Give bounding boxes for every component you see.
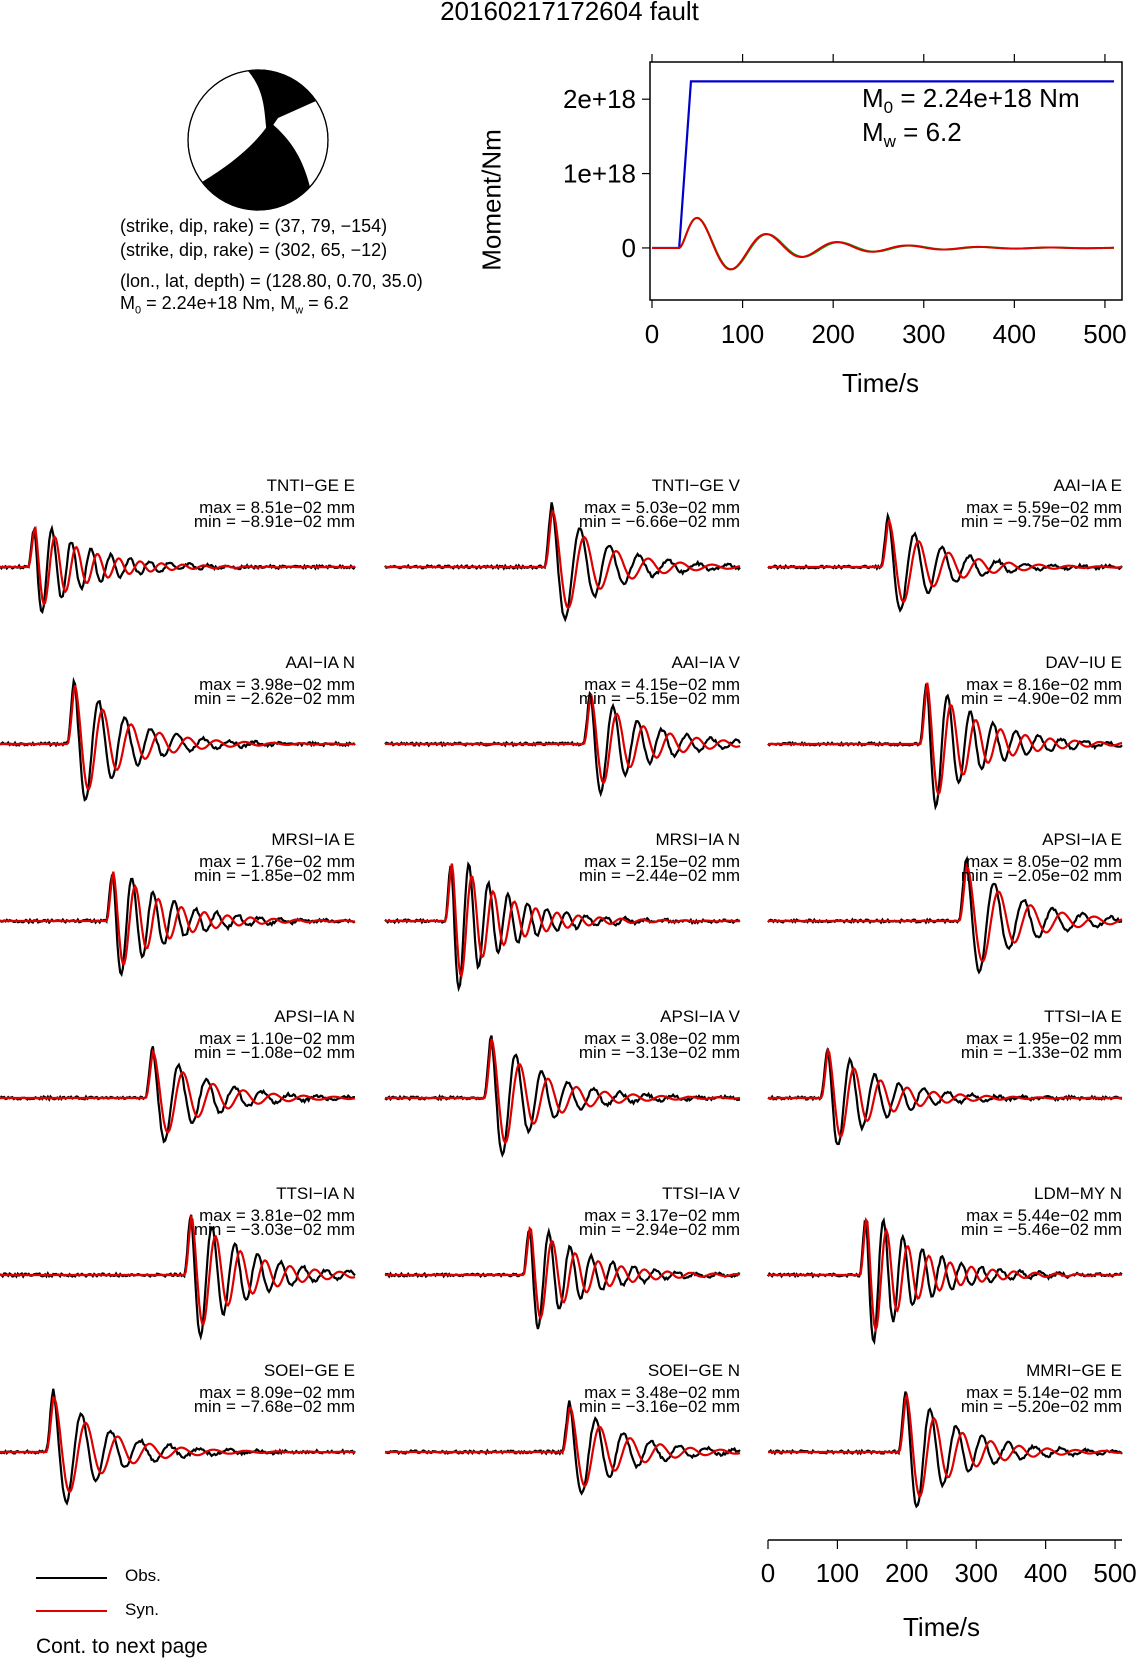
wave-x-axis-label: Time/s [903,1612,981,1642]
trace-min-label: min = −8.91e−02 mm [193,512,355,531]
trace-max-label: max = 5.03e−02 mm [584,498,740,517]
wave-x-tick-label: 0 [760,1558,776,1588]
trace-min-label: min = −9.75e−02 mm [960,512,1122,531]
trace-max-label: max = 1.10e−02 mm [199,1029,355,1048]
trace-min-label: min = −3.13e−02 mm [578,1043,740,1062]
trace-station-label: MMRI−GE E [1026,1361,1122,1380]
trace-min-label: min = −5.20e−02 mm [960,1397,1122,1416]
trace-max-label: max = 5.44e−02 mm [966,1206,1122,1225]
trace-synthetic [0,872,355,964]
trace-max-label: max = 4.15e−02 mm [584,675,740,694]
wave-x-tick-label: 500 [1093,1558,1137,1588]
trace-station-label: TTSI−IA V [662,1184,740,1203]
trace-min-label: min = −1.33e−02 mm [960,1043,1122,1062]
trace-max-label: max = 5.59e−02 mm [966,498,1122,517]
moment-x-axis-label: Time/s [842,368,920,398]
page-title: 20160217172604 fault [440,0,699,26]
trace-max-label: max = 3.81e−02 mm [199,1206,355,1225]
trace-observed [0,875,355,974]
trace-station-label: TNTI−GE E [266,476,355,495]
trace-min-label: min = −6.66e−02 mm [578,512,740,531]
moment-x-tick-label: 0 [644,319,660,349]
trace-station-label: DAV−IU E [1045,653,1122,672]
trace-max-label: max = 8.51e−02 mm [199,498,355,517]
trace-station-label: APSI−IA V [660,1007,740,1026]
moment-annotation-mw: $M_w = 6.2$ [862,117,962,152]
trace-min-label: min = −4.90e−02 mm [960,689,1122,708]
trace-min-label: min = −1.85e−02 mm [193,866,355,885]
trace-max-label: max = 3.08e−02 mm [584,1029,740,1048]
trace-station-label: SOEI−GE N [647,1361,740,1380]
trace-station-label: SOEI−GE E [263,1361,355,1380]
trace-station-label: APSI−IA N [274,1007,355,1026]
trace-min-label: min = −2.05e−02 mm [960,866,1122,885]
trace-station-label: TTSI−IA N [276,1184,355,1203]
trace-station-label: LDM−MY N [1033,1184,1122,1203]
trace-observed [385,1230,740,1329]
trace-station-label: APSI−IA E [1042,830,1122,849]
trace-station-label: MRSI−IA N [655,830,740,849]
moment-x-tick-label: 300 [902,319,946,349]
continuation-note: Cont. to next page [36,1635,208,1658]
wave-x-tick-label: 300 [954,1558,998,1588]
trace-min-label: min = −2.44e−02 mm [578,866,740,885]
trace-max-label: max = 8.09e−02 mm [199,1383,355,1402]
wave-x-tick-label: 100 [815,1558,860,1588]
mechanism-line-2: (strike, dip, rake) = (302, 65, −12) [120,240,388,260]
trace-station-label: AAI−IA N [285,653,355,672]
trace-max-label: max = 2.15e−02 mm [584,852,740,871]
moment-y-tick-label: 1e+18 [562,158,636,189]
mechanism-line-1: (strike, dip, rake) = (37, 79, −154) [120,216,388,236]
trace-station-label: TTSI−IA E [1044,1007,1122,1026]
legend-obs-label: Obs. [125,1566,161,1585]
moment-annotation-m0: $M_0 = 2.24e+18$ Nm [862,83,1080,118]
trace-max-label: max = 8.05e−02 mm [966,852,1122,871]
trace-max-label: max = 1.76e−02 mm [199,852,355,871]
moment-x-tick-label: 400 [992,319,1037,349]
mechanism-moment: $M_0 = 2.24e+18$ Nm, $M_w = 6.2$ [120,293,349,317]
trace-synthetic [768,521,1122,602]
trace-max-label: max = 3.98e−02 mm [199,675,355,694]
moment-x-tick-label: 500 [1083,319,1127,349]
trace-min-label: min = −5.46e−02 mm [960,1220,1122,1239]
trace-min-label: min = −3.16e−02 mm [578,1397,740,1416]
trace-station-label: AAI−IA E [1053,476,1122,495]
wave-x-tick-label: 200 [885,1558,929,1588]
trace-max-label: max = 3.48e−02 mm [584,1383,740,1402]
trace-synthetic [0,1052,355,1133]
moment-x-tick-label: 200 [811,319,855,349]
moment-y-axis-label: Moment/Nm [476,129,507,271]
legend-syn-label: Syn. [125,1600,160,1619]
trace-station-label: AAI−IA V [671,653,740,672]
moment-y-tick-label: 0 [621,232,636,263]
trace-min-label: min = −3.03e−02 mm [193,1220,355,1239]
trace-max-label: max = 3.17e−02 mm [584,1206,740,1225]
moment-x-tick-label: 100 [720,319,765,349]
trace-max-label: max = 8.16e−02 mm [966,675,1122,694]
trace-station-label: TNTI−GE V [651,476,740,495]
trace-min-label: min = −2.94e−02 mm [578,1220,740,1239]
trace-min-label: min = −5.15e−02 mm [578,689,740,708]
trace-min-label: min = −7.68e−02 mm [193,1397,355,1416]
moment-y-tick-label: 2e+18 [562,84,636,115]
mechanism-location: (lon., lat, depth) = (128.80, 0.70, 35.0) [120,271,423,291]
trace-min-label: min = −2.62e−02 mm [193,689,355,708]
trace-max-label: max = 1.95e−02 mm [966,1029,1122,1048]
trace-max-label: max = 5.14e−02 mm [966,1383,1122,1402]
wave-x-tick-label: 400 [1023,1558,1068,1588]
trace-station-label: MRSI−IA E [271,830,355,849]
trace-synthetic [0,529,355,604]
trace-min-label: min = −1.08e−02 mm [193,1043,355,1062]
trace-synthetic [385,1228,740,1318]
